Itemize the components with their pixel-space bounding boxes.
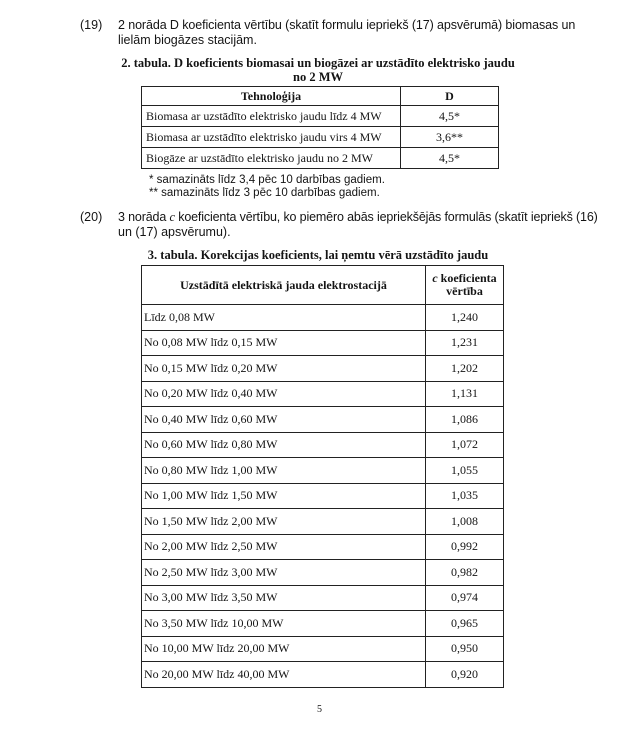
capacity-cell: No 10,00 MW līdz 20,00 MW — [142, 636, 426, 662]
capacity-cell: No 0,15 MW līdz 0,20 MW — [142, 356, 426, 382]
capacity-cell: No 1,50 MW līdz 2,00 MW — [142, 509, 426, 535]
column-header-capacity: Uzstādītā elektriskā jauda elektrostacijā — [142, 266, 426, 305]
d-value-cell: 3,6** — [401, 127, 499, 148]
capacity-cell: No 20,00 MW līdz 40,00 MW — [142, 662, 426, 688]
table-header-row — [142, 266, 504, 305]
capacity-cell: No 3,50 MW līdz 10,00 MW — [142, 611, 426, 637]
table-row — [142, 381, 504, 407]
capacity-cell: No 3,00 MW līdz 3,50 MW — [142, 585, 426, 611]
text-run: 3 norāda — [118, 210, 170, 224]
c-value-cell: 1,008 — [426, 509, 504, 535]
caption-line: 2. tabula. D koeficients biomasai un biogāzei ar uzstādīto elektrisko jaudu — [121, 56, 515, 70]
table-row — [142, 585, 504, 611]
column-header-d: D — [401, 87, 499, 106]
paragraph-line: un (17) apsvērumu). — [118, 225, 231, 239]
table-row — [142, 330, 504, 356]
table-header-row — [142, 87, 499, 106]
paragraph-text — [118, 210, 598, 240]
italic-symbol-c: c — [432, 271, 438, 285]
table-row — [142, 560, 504, 586]
c-value-cell: 1,086 — [426, 407, 504, 433]
table-row — [142, 611, 504, 637]
table-row — [142, 509, 504, 535]
text-run: koeficienta vērtību, ko piemēro abās iepriekšējās formulās (skatīt iepriekš (16) — [174, 210, 598, 224]
paragraph-19 — [80, 18, 576, 50]
table-row — [142, 106, 499, 127]
italic-symbol-c: c — [169, 210, 175, 224]
footnote: ** samazināts līdz 3 pēc 10 darbības gadiem. — [149, 187, 380, 199]
table-row — [142, 636, 504, 662]
c-value-cell: 1,202 — [426, 356, 504, 382]
header-text: koeficienta — [437, 271, 497, 285]
column-header-c-value — [426, 266, 504, 305]
page-number: 5 — [317, 704, 322, 715]
c-value-cell: 0,965 — [426, 611, 504, 637]
table-body — [142, 305, 504, 688]
table-row — [142, 432, 504, 458]
capacity-cell: No 0,20 MW līdz 0,40 MW — [142, 381, 426, 407]
table-row — [142, 305, 504, 331]
table-row — [142, 148, 499, 169]
table-row — [142, 662, 504, 688]
table-row — [142, 407, 504, 433]
capacity-cell: No 2,00 MW līdz 2,50 MW — [142, 534, 426, 560]
paragraph-text — [118, 18, 576, 48]
paragraph-line — [118, 210, 598, 225]
paragraph-number: (19) — [80, 18, 103, 32]
c-value-cell: 0,950 — [426, 636, 504, 662]
capacity-cell: No 0,08 MW līdz 0,15 MW — [142, 330, 426, 356]
c-value-cell: 1,055 — [426, 458, 504, 484]
c-value-cell: 1,035 — [426, 483, 504, 509]
capacity-cell: Līdz 0,08 MW — [142, 305, 426, 331]
technology-cell: Biomasa ar uzstādīto elektrisko jaudu virs 4 MW — [142, 127, 401, 148]
capacity-cell: No 0,60 MW līdz 0,80 MW — [142, 432, 426, 458]
c-value-cell: 0,992 — [426, 534, 504, 560]
d-value-cell: 4,5* — [401, 106, 499, 127]
table-3 — [141, 265, 504, 688]
table-3-caption: 3. tabula. Korekcijas koeficients, lai ņemtu vērā uzstādīto jaudu — [147, 248, 489, 262]
capacity-cell: No 2,50 MW līdz 3,00 MW — [142, 560, 426, 586]
d-value-cell: 4,5* — [401, 148, 499, 169]
column-header-technology: Tehnoloģija — [142, 87, 401, 106]
header-line: vērtība — [446, 284, 483, 298]
c-value-cell: 1,240 — [426, 305, 504, 331]
c-value-cell: 0,982 — [426, 560, 504, 586]
capacity-cell: No 1,00 MW līdz 1,50 MW — [142, 483, 426, 509]
c-value-cell: 0,920 — [426, 662, 504, 688]
c-value-cell: 1,072 — [426, 432, 504, 458]
table-2-caption — [118, 56, 518, 84]
c-value-cell: 1,131 — [426, 381, 504, 407]
paragraph-line: lielām biogāzes stacijām. — [118, 33, 257, 47]
paragraph-20 — [80, 210, 598, 242]
c-value-cell: 1,231 — [426, 330, 504, 356]
table-2-footnotes — [149, 174, 385, 200]
c-value-cell: 0,974 — [426, 585, 504, 611]
table-row — [142, 356, 504, 382]
table-row — [142, 127, 499, 148]
table-2 — [141, 86, 499, 169]
footnote: * samazināts līdz 3,4 pēc 10 darbības gadiem. — [149, 174, 385, 186]
caption-line: no 2 MW — [293, 70, 343, 84]
paragraph-number: (20) — [80, 210, 103, 224]
capacity-cell: No 0,80 MW līdz 1,00 MW — [142, 458, 426, 484]
technology-cell: Biomasa ar uzstādīto elektrisko jaudu līdz 4 MW — [142, 106, 401, 127]
capacity-cell: No 0,40 MW līdz 0,60 MW — [142, 407, 426, 433]
table-row — [142, 534, 504, 560]
technology-cell: Biogāze ar uzstādīto elektrisko jaudu no 2 MW — [142, 148, 401, 169]
paragraph-line: 2 norāda D koeficienta vērtību (skatīt formulu iepriekš (17) apsvērumā) biomasas un — [118, 18, 576, 32]
table-row — [142, 483, 504, 509]
table-row — [142, 458, 504, 484]
